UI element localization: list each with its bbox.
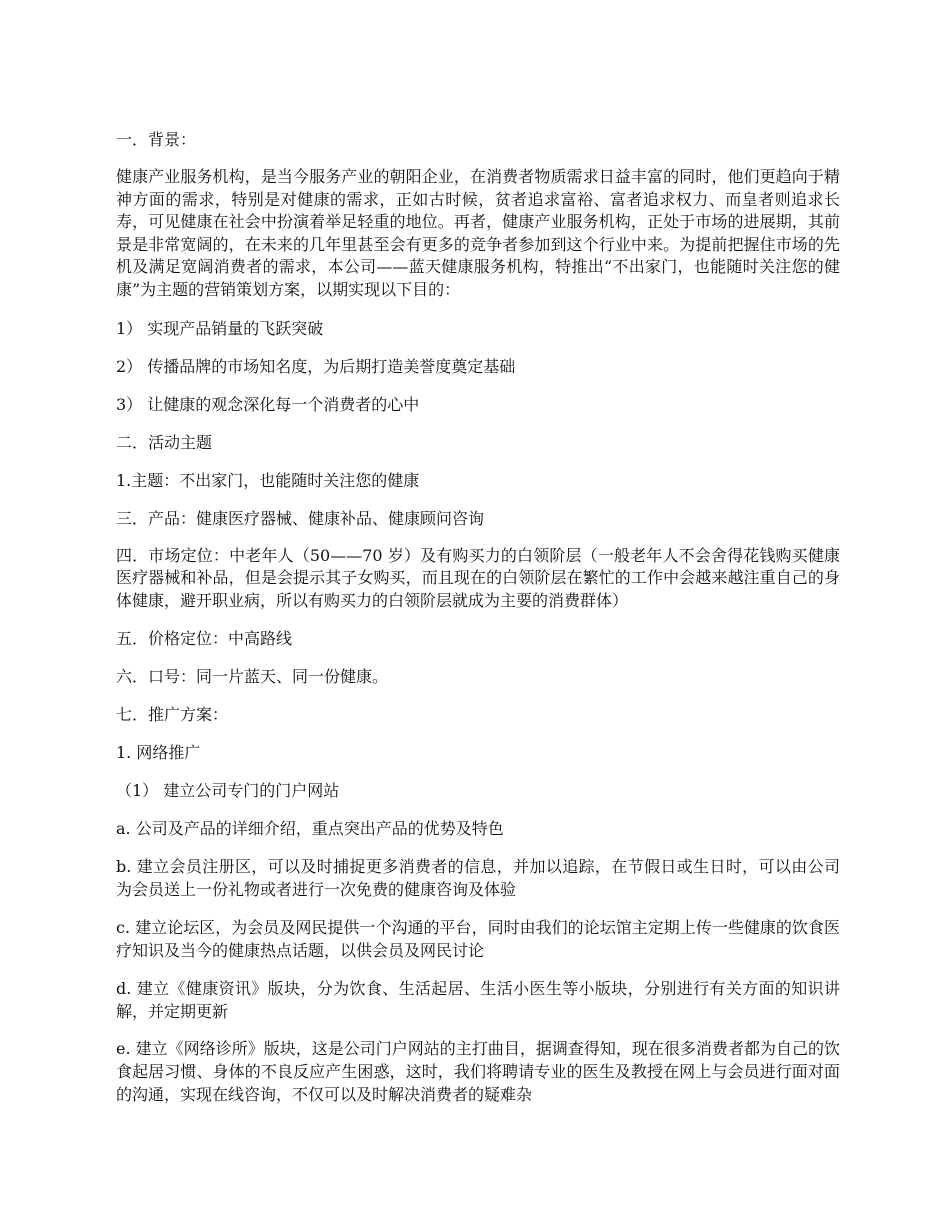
section-heading-theme: 二．活动主题 <box>116 432 213 452</box>
list-item-a: a. 公司及产品的详细介绍，重点突出产品的优势及特色 <box>116 819 504 839</box>
background-paragraph: 健康产业服务机构，是当今服务产业的朝阳企业，在消费者物质需求日益丰富的同时，他们更趋向于精神方面的需求，特别是对健康的需求，正如古时候，贫者追求富裕、富者追求权力、而皇者则追求长寿，可见健康在社会中扮演着举足轻重的地位。再者，健康产业服务机构，正处于市场的进展期，其前景是非常宽阔的，在未来的几年里甚至会有更多的竞争者参加到这个行业中来。为提前把握住市场的先机及满足宽阔消费者的需求，本公司——蓝天健康服务机构，特推出“不出家门，也能随时关注您的健康”为主题的营销策划方案，以期实现以下目的： <box>116 167 840 299</box>
list-item-b: b. 建立会员注册区，可以及时捕捉更多消费者的信息，并加以追踪，在节假日或生日时，可以由公司为会员送上一份礼物或者进行一次免费的健康咨询及体验 <box>116 857 840 900</box>
section-market-positioning: 四．市场定位：中老年人（50——70 岁）及有购买力的白领阶层（一般老年人不会舍得花钱购买健康医疗器械和补品，但是会提示其子女购买，而且现在的白领阶层在繁忙的工作中会越来越注重自己的身体健康，避开职业病，所以有购买力的白领阶层就成为主要的消费群体） <box>116 545 840 610</box>
theme-line: 1.主题：不出家门，也能随时关注您的健康 <box>116 470 420 490</box>
section-price-positioning: 五．价格定位：中高路线 <box>116 629 293 649</box>
list-item-c: c. 建立论坛区，为会员及网民提供一个沟通的平台，同时由我们的论坛馆主定期上传一些健康的饮食医疗知识及当今的健康热点话题，以供会员及网民讨论 <box>116 918 840 961</box>
goal-item-3: 3） 让健康的观念深化每一个消费者的心中 <box>116 394 420 414</box>
list-item-e: e. 建立《网络诊所》版块，这是公司门户网站的主打曲目，据调查得知，现在很多消费者都为自己的饮食起居习惯、身体的不良反应产生困惑，这时，我们将聘请专业的医生及教授在网上与会员进行面对面的沟通，实现在线咨询，不仅可以及时解决消费者的疑难杂 <box>116 1039 840 1104</box>
goal-item-1: 1） 实现产品销量的飞跃突破 <box>116 318 324 338</box>
subheading-online-promotion: 1. 网络推广 <box>116 743 201 763</box>
section-products: 三．产品：健康医疗器械、健康补品、健康顾问咨询 <box>116 508 485 528</box>
document-page <box>116 128 840 1106</box>
section-slogan: 六．口号：同一片蓝天、同一份健康。 <box>116 667 389 687</box>
goal-item-2: 2） 传播品牌的市场知名度，为后期打造美誉度奠定基础 <box>116 356 516 376</box>
section-heading-promotion: 七．推广方案： <box>116 705 229 725</box>
section-heading-background: 一．背景： <box>116 130 197 149</box>
list-item-d: d. 建立《健康资讯》版块，分为饮食、生活起居、生活小医生等小版块，分别进行有关方面的知识讲解，并定期更新 <box>116 979 840 1022</box>
subheading-portal-website: （1） 建立公司专门的门户网站 <box>116 781 340 801</box>
